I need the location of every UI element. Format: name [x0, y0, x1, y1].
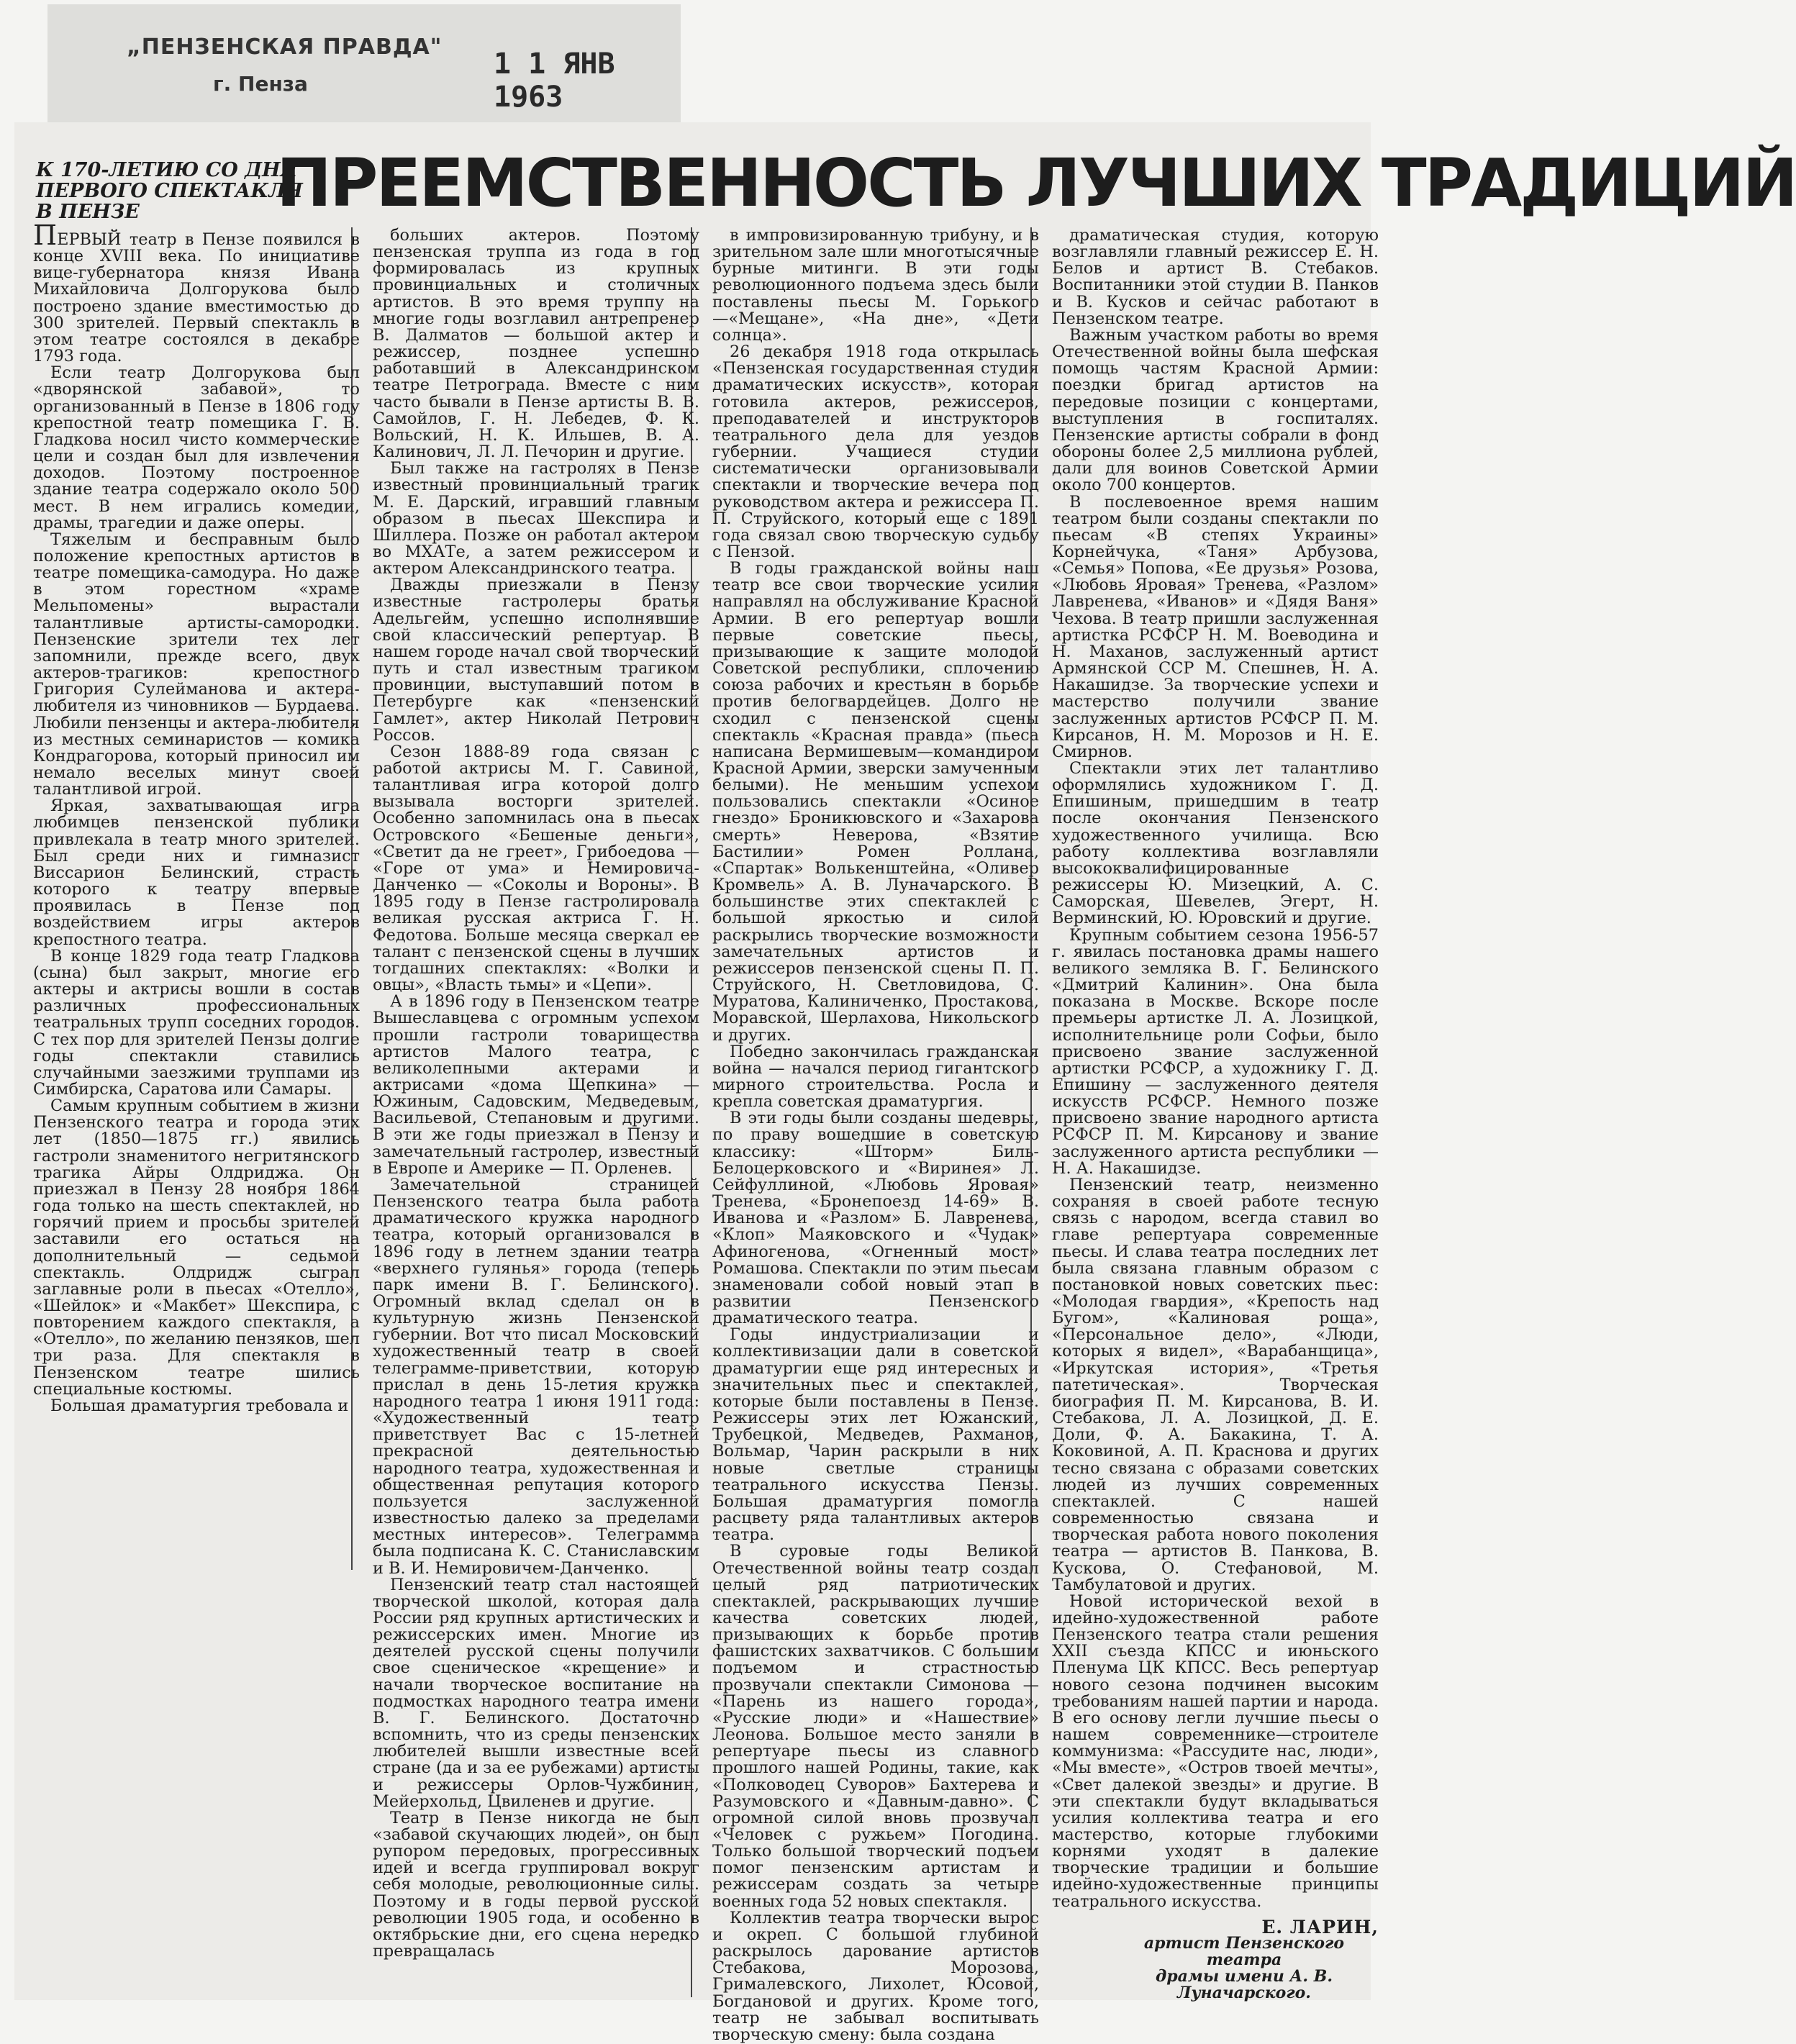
article-column-1 [33, 219, 360, 1997]
article-paragraph: В конце 1829 года театр Гладкова (сына) был закрыт, многие его актеры и актрисы вошли в состав различных профессиональных театральных трупп соседних городов. С тех пор для зрителей Пензы долгие годы спектакли ставились случайными заезжими труппами из Симбирска, Саратова или Самары. [33, 946, 360, 1099]
article-column-3 [712, 226, 1039, 2044]
article-paragraph: Пензенский театр стал настоящей творческой школой, которая дала России ряд крупных артистических и режиссерских имен. Многие из деятелей русской сцены получили свое сценическое «крещение» и начали творческое воспитание на подмостках народного театра имени В. Г. Белинского. Достаточно вспомнить, что из среды пензенских любителей вышли известные всей стране (да и за ее рубежами) артисты и режиссеры Орлов-Чужбинин, Мейерхольд, Цвиленев и другие. [373, 1575, 699, 1811]
article-paragraph: Спектакли этих лет талантливо оформлялись художником Г. Д. Епишиным, пришедшим в театр после окончания Пензенского художественного училища. Всю работу коллектива возглавляли высококвалифицированные режиссеры Ю. Мизецкий, А. С. Саморская, Шевелев, Эгерт, Н. Верминский, Ю. Юровский и другие. [1052, 759, 1379, 928]
article-headline: ПРЕЕМСТВЕННОСТЬ ЛУЧШИХ ТРАДИЦИЙ [276, 145, 1796, 222]
article-paragraph [33, 219, 360, 366]
article-column-2 [373, 227, 699, 1997]
kicker-line: В ПЕНЗЕ [36, 201, 140, 223]
author-title: артист Пензенского театра [1143, 1933, 1345, 1970]
article-paragraph: Тяжелым и бесправным было положение крепостных артистов в театре помещика-самодура. Но даже в этом горестном «храме Мельпомены» вырастали талантливые артисты-самородки. Пензенские зрители тех лет запомнили, прежде всего, двух актеров-трагиков: крепостного Григория Сулейманова и актера-любителя из чиновников — Бурдаева. Любили пензенцы и актера-любителя из местных семинаристов — комика Кондрагорова, который приносил им немало веселых минут своей талантливой игрой. [33, 530, 360, 799]
article-paragraph: Яркая, захватывающая игра любимцев пензенской публики привлекала в театр много зрителей. Был среди них и гимназист Виссарион Белинский, страсть которого к театру впервые проявилась в Пензе под воздействием игры актеров крепостного театра. [33, 796, 360, 949]
article-column-4 [1052, 226, 1379, 2003]
author-name: Е. ЛАРИН, [1261, 1916, 1379, 1938]
paragraph-text: ЕРВЫЙ театр в Пензе появился в конце XVIII века. По инициативе вице-губернатора князя Ивана Михайловича Долгорукова было построено здание вместимостью до 300 зрителей. Первый спектакль в этом театре состоялся в декабре 1793 года. [33, 230, 360, 366]
article-paragraph: в импровизированную трибуну, и в зрительном зале шли многотысячные бурные митинги. В эти годы революционного подъема здесь были поставлены пьесы М. Горького—«Мещане», «На дне», «Дети солнца». [712, 226, 1039, 345]
article-paragraph: Крупным событием сезона 1956-57 г. явилась постановка драмы нашего великого земляка В. Г. Белинского «Дмитрий Калинин». Она была показана в Москве. Вскоре после премьеры артистке Л. А. Лозицкой, исполнительнице роли Софьи, было присвоено звание заслуженной артистки РСФСР, а художнику Г. Д. Епишину — заслуженного деятеля искусств РСФСР. Немного позже присвоено звание народного артиста РСФСР П. М. Кирсанову и звание заслуженного артиста республики — Н. А. Накашидзе. [1052, 925, 1379, 1178]
article-paragraph: драматическая студия, которую возглавляли главный режиссер Е. Н. Белов и артист В. Стебаков. Воспитанники этой студии В. Панков и В. Кусков и сейчас работают в Пензенском театре. [1052, 226, 1379, 328]
masthead-clipping [47, 4, 681, 134]
author-theatre: драмы имени А. В. Луначарского. [1156, 1967, 1333, 2003]
kicker-line: К 170-ЛЕТИЮ СО ДНЯ [36, 159, 298, 181]
newspaper-name: „ПЕНЗЕНСКАЯ ПРАВДА" [127, 35, 443, 60]
article-paragraph: Был также на гастролях в Пензе известный провинциальный трагик М. Е. Дарский, игравший главным образом в пьесах Шекспира и Шиллера. Позже он работал актером во МХАТе, а затем режиссером и актером Александринского театра. [373, 459, 699, 578]
article-paragraph: Пензенский театр, неизменно сохраняя в своей работе тесную связь с народом, всегда ставил во главе репертуара современные пьесы. И слава театра последних лет была связана главным образом с постановкой новых советских пьес: «Молодая гвардия», «Крепость над Бугом», «Калиновая роща», «Персональное дело», «Люди, которых я видел», «Варабанщица», «Иркутская история», «Третья патетическая». Творческая биография П. М. Кирсанова, В. И. Стебакова, Л. А. Лозицкой, Д. Е. Доли, Ф. А. Бакакина, Т. А. Коковиной, А. П. Краснова и других тесно связана с образами советских людей из лучших современных спектаклей. С нашей современностью связана и творческая работа нового поколения театра — артистов В. Панкова, В. Кускова, О. Стефановой, М. Тамбулатовой и других. [1052, 1175, 1379, 1594]
article-paragraph: В суровые годы Великой Отечественной войны театр создал целый ряд патриотических спектаклей, раскрывающих лучшие качества советских людей, призывающих к борьбе против фашистских захватчиков. С большим подъемом и страстностью прозвучали спектакли Симонова — «Парень из нашего города», «Русские люди» и «Нашествие» Леонова. Большое место заняли в репертуаре пьесы из славного прошлого нашей Родины, такие, как «Полководец Суворов» Бахтерева и Разумовского и «Давным-давно». С огромной силой вновь прозвучал «Человек с ружьем» Погодина. Только большой творческий подъем помог пензенским артистам и режиссерам создать за четыре военных года 52 новых спектакля. [712, 1542, 1039, 1911]
article-paragraph: 26 декабря 1918 года открылась «Пензенская государственная студия драматических искусств», которая готовила актеров, режиссеров, преподавателей и инструкторов театрального дела для уездов губернии. Учащиеся студии систематически организовывали спектакли и творческие вечера под руководством актера и режиссера П. П. Струйского, который еще с 1891 года связал свою творческую судьбу с Пензой. [712, 342, 1039, 561]
article-paragraph: Дважды приезжали в Пензу известные гастролеры братья Адельгейм, успешно исполнявшие свой классический репертуар. В нашем городе начал свой творческий путь и стал известным трагиком провинции, выступавший потом в Петербурге как «пензенский Гамлет», актер Николай Петрович Россов. [373, 576, 699, 745]
date-stamp: 1 1 ЯНВ 1963 [494, 47, 615, 114]
article-paragraph: В послевоенное время нашим театром были созданы спектакли по пьесам «В степях Украины» Корнейчука, «Таня» Арбузова, «Семья» Попова, «Ее друзья» Розова, «Любовь Яровая» Тренева, «Разлом» Лавренева, «Иванов» и «Дядя Ваня» Чехова. В театр пришли заслуженная артистка РСФСР Н. М. Воеводина и Н. Маханов, заслуженный артист Армянской ССР М. Спешнев, Н. А. Накашидзе. За творческие успехи и мастерство получили звание заслуженных артистов РСФСР П. М. Кирсанов, Н. М. Морозов и Н. Е. Смирнов. [1052, 492, 1379, 761]
article-paragraph: В годы гражданской войны наш театр все свои творческие усилия направлял на обслуживание Красной Армии. В его репертуар вошли первые советские пьесы, призывающие к защите молодой Советской республики, сплочению союза рабочих и крестьян в борьбе против белогвардейцев. Долго не сходил с пензенской сцены спектакль «Красная правда» (пьеса написана Вермишевым—командиром Красной Армии, зверски замученным белыми). Не меньшим успехом пользовались спектакли «Осиное гнездо» Броникювского и «Захарова смерть» Неверова, «Взятие Бастилии» Ромен Роллана, «Спартак» Волькенштейна, «Оливер Кромвель» А. В. Луначарского. В большинстве этих спектаклей с большой яркостью и силой раскрылись творческие возможности замечательных артистов и режиссеров пензенской сцены П. П. Струйского, Н. Светловидова, С. Муратова, Калиниченко, Простакова, Моравской, Шерлахова, Никольского и других. [712, 559, 1039, 1045]
article-paragraph: А в 1896 году в Пензенском театре Вышеславцева с огромным успехом прошли гастроли товарищества артистов Малого театра, с великолепными актерами и актрисами «дома Щепкина» — Южиным, Садовским, Медведевым, Васильевой, Степановым и другими. В эти же годы приезжал в Пензу и замечательный гастролер, известный в Европе и Америке — П. Орленев. [373, 992, 699, 1178]
author-signature [1052, 1916, 1379, 2003]
article-paragraph: Годы индустриализации и коллективизации дали в советской драматургии еще ряд интересных и значительных пьес и спектаклей, которые были поставлены в Пензе. Режиссеры этих лет Южанский, Трубецкой, Медведев, Рахманов, Вольмар, Чарин раскрыли в них новые светлые страницы театрального искусства Пензы. Большая драматургия помогла расцвету ряда талантливых актеров театра. [712, 1325, 1039, 1545]
article-paragraph: больших актеров. Поэтому пензенская труппа из года в год формировалась из крупных провинциальных и столичных артистов. В это время труппу на многие годы возглавил антрепренер В. Далматов — большой актер и режиссер, позднее успешно работавший в Александринском театре Петрограда. Вместе с ним часто бывали в Пензе артисты В. В. Самойлов, Г. Н. Лебедев, Ф. К. Вольский, Н. К. Ильшев, В. А. Калинович, Л. Л. Печорин и другие. [373, 226, 699, 462]
article-paragraph: Важным участком работы во время Отечественной войны была шефская помощь частям Красной Армии: поездки бригад артистов на передовые позиции с концертами, выступления в госпиталях. Пензенские артисты собрали в фонд обороны более 2,5 миллиона рублей, дали для воинов Советской Армии около 700 концертов. [1052, 325, 1379, 495]
article-paragraph: В эти годы были созданы шедевры, по праву вошедшие в советскую классику: «Шторм» Биль-Белоцерковского и «Виринея» Л. Сейфуллиной, «Любовь Яровая» Тренева, «Бронепоезд 14-69» В. Иванова и «Разлом» Б. Лавренева, «Клоп» Маяковского и «Чудак» Афиногенова, «Огненный мост» Ромашова. Спектакли по этим пьесам знаменовали собой новый этап в развитии Пензенского драматического театра. [712, 1109, 1039, 1328]
kicker-line: ПЕРВОГО СПЕКТАКЛЯ [36, 180, 303, 202]
article-paragraph: Новой исторической вехой в идейно-художественной работе Пензенского театра стали решения XXII съезда КПСС и июньского Пленума ЦК КПСС. Весь репертуар нового сезона подчинен высоким требованиям нашей партии и народа. В его основу легли лучшие пьесы о нашем современнике—строителе коммунизма: «Рассудите нас, люди», «Мы вместе», «Остров твоей мечты», «Свет далекой звезды» и другие. В эти спектакли будут вкладываться усилия коллектива театра и его мастерство, которые глубокими корнями уходят в далекие творческие традиции и большие идейно-художественные принципы театрального искусства. [1052, 1591, 1379, 1911]
drop-cap: П [33, 219, 58, 251]
article-paragraph: Если театр Долгорукова был «дворянской забавой», то организованный в Пензе в 1806 году крепостной театр помещика Г. В. Гладкова носил чисто коммерческие цели и создан был для извлечения доходов. Поэтому построенное здание театра содержало около 500 мест. В нем игрались комедии, драмы, трагедии и даже оперы. [33, 363, 360, 532]
article-paragraph: Коллектив театра творчески вырос и окреп. С большой глубиной раскрылось дарование артистов Стебакова, Морозова, Грималевского, Лихолет, Юсовой, Богдановой и других. Кроме того, театр не забывал воспитывать творческую смену: была создана [712, 1908, 1039, 2044]
article-paragraph: Замечательной страницей Пензенского театра была работа драматического кружка народного театра, который организовался в 1896 году в летнем здании театра «верхнего гулянья» города (теперь парк имени В. Г. Белинского). Огромный вклад сделал он в культурную жизнь Пензенской губернии. Вот что писал Московский художественный театр в своей телеграмме-приветствии, которую прислал в день 15-летия кружка народного театра 1 июня 1911 года: «Художественный театр приветствует Вас с 15-летней прекрасной деятельностью народного театра, художественная и общественная репутация которого пользуется заслуженной известностью далеко за пределами местных интересов». Телеграмма была подписана К. С. Станиславским и В. И. Немировичем-Данченко. [373, 1175, 699, 1578]
article-paragraph: Победно закончилась гражданская война — начался период гигантского мирного строительства. Росла и крепла советская драматургия. [712, 1042, 1039, 1112]
article-kicker [36, 159, 303, 223]
article-paragraph: Большая драматургия требовала и [50, 1396, 349, 1415]
article-paragraph: Самым крупным событием в жизни Пензенского театра и города этих лет (1850—1875 гг.) явились гастроли знаменитого негритянского трагика Айры Олдриджа. Он приезжал в Пензу 28 ноября 1864 года только на шесть спектаклей, но горячий прием и просьбы зрителей заставили его остаться на дополнительный — седьмой спектакль. Олдридж сыграл заглавные роли в пьесах «Отелло», «Шейлок» и «Макбет» Шекспира, с повторением каждого спектакля, а «Отелло», по желанию пензяков, шел три раза. Для спектакля в Пензенском театре шились специальные костюмы. [33, 1096, 360, 1399]
article-paragraph: Сезон 1888-89 года связан с работой актрисы М. Г. Савиной, талантливая игра которой долго вызывала восторги зрителей. Особенно запомнилась она в пьесах Островского «Бешеные деньги», «Светит да не греет», Грибоедова — «Горе от ума» и Немировича-Данченко — «Соколы и Вороны». В 1895 году в Пензе гастролировала великая русская актриса Г. Н. Федотова. Больше месяца сверкал ее талант с пензенской сцены в лучших тогдашних спектаклях: «Волки и овцы», «Власть тьмы» и «Цепи». [373, 742, 699, 995]
city-label: г. Пенза [213, 72, 308, 96]
article-paragraph: Театр в Пензе никогда не был «забавой скучающих людей», он был рупором передовых, прогрессивных идей и всегда группировал вокруг себя молодые, революционные силы. Поэтому и в годы первой русской революции 1905 года, и особенно в октябрьские дни, его сцена нередко превращалась [373, 1808, 699, 1961]
